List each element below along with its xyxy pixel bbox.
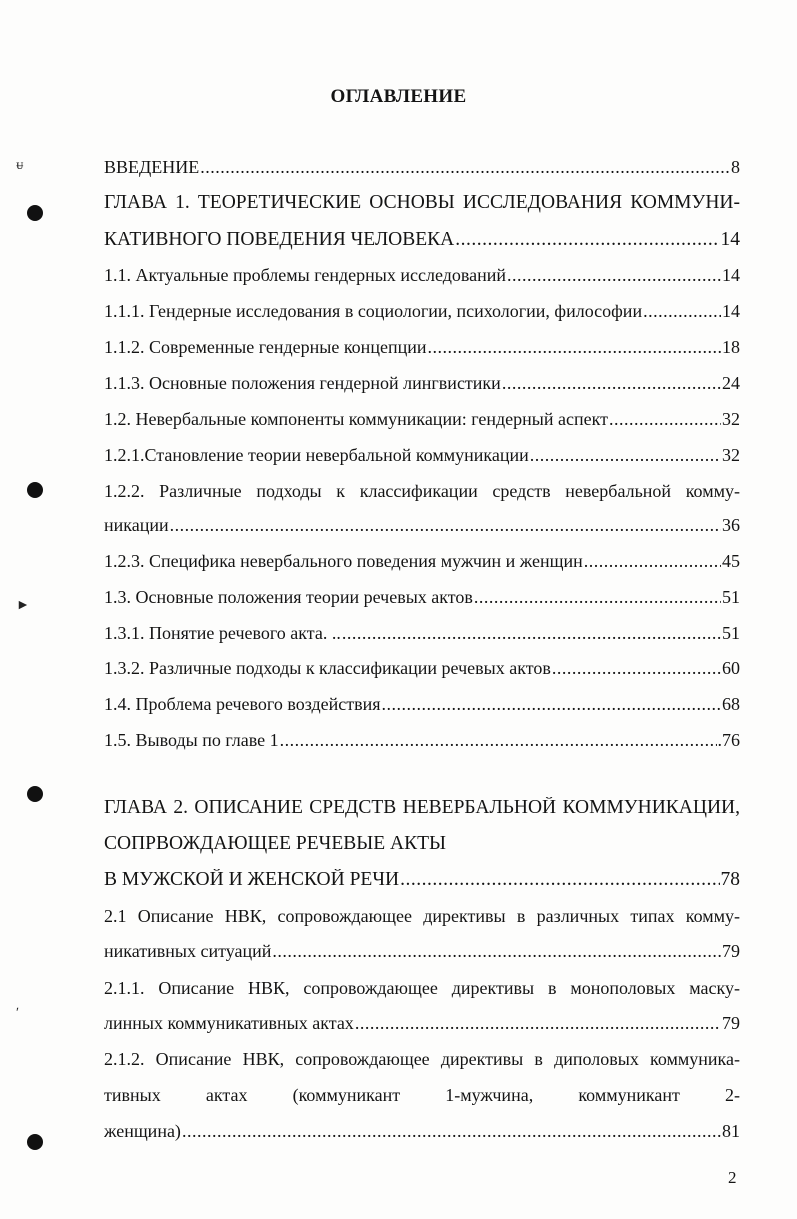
toc-entry-1-1 (104, 264, 740, 286)
toc-entry-1-1-2 (104, 336, 740, 358)
toc-entry-2-1-2-line2: тивных актах (коммуникант 1-мужчина, коммуникант 2- (104, 1085, 740, 1105)
toc-entry-text: 1.1.2. Современные гендерные концепции (104, 337, 427, 357)
toc-entry-1-2-2-line1: 1.2.2. Различные подходы к классификации средств невербальной комму- (104, 481, 740, 501)
toc-entry-page: 14 (720, 229, 740, 250)
toc-entry-page: 68 (722, 694, 740, 714)
scan-mark-icon: ᵾ (16, 158, 24, 173)
toc-entry-text: никативных ситуаций (104, 941, 272, 961)
toc-entry-1-5 (104, 729, 740, 751)
toc-entry-chapter2-line3 (104, 869, 740, 891)
toc-entry-chapter2-line2: СОПРВОЖДАЮЩЕЕ РЕЧЕВЫЕ АКТЫ (104, 833, 447, 854)
toc-entry-2-1-1-line2 (104, 1012, 740, 1034)
toc-entry-chapter1-line1: ГЛАВА 1. ТЕОРЕТИЧЕСКИЕ ОСНОВЫ ИССЛЕДОВАНИЯ КОММУНИ- (104, 192, 740, 213)
toc-entry-page: 32 (722, 445, 740, 465)
toc-entry-page: 51 (722, 623, 740, 643)
toc-entry-2-1-line2 (104, 940, 740, 962)
toc-entry-1-3 (104, 586, 740, 608)
toc-entry-2-1-line1: 2.1 Описание НВК, сопровождающее директивы в различных типах комму- (104, 906, 740, 926)
toc-entry-text: 1.2.3. Специфика невербального поведения мужчин и женщин (104, 551, 583, 571)
toc-entry-text: 1.4. Проблема речевого воздействия (104, 694, 381, 714)
toc-entry-text: 1.3. Основные положения теории речевых актов (104, 587, 473, 607)
toc-entry-2-1-1-line1: 2.1.1. Описание НВК, сопровождающее директивы в монополовых маску- (104, 978, 740, 998)
toc-entry-page: 24 (722, 373, 740, 393)
toc-entry-text: 1.2.1.Становление теории невербальной коммуникации (104, 445, 529, 465)
toc-entry-text: 1.5. Выводы по главе 1 (104, 730, 279, 750)
toc-entry-text: женщина) (104, 1121, 181, 1141)
toc-entry-text: никации (104, 515, 169, 535)
toc-entry-2-1-2-line3 (104, 1120, 740, 1142)
binder-hole-icon (27, 1134, 43, 1150)
toc-entry-1-3-1 (104, 622, 740, 644)
toc-entry-page: 32 (722, 409, 740, 429)
toc-entry-page: 79 (722, 941, 740, 961)
toc-entry-text: 1.3.1. Понятие речевого акта. .. (104, 623, 341, 643)
toc-entry-page: 8 (731, 157, 740, 177)
binder-hole-icon (27, 482, 43, 498)
toc-entry-1-1-3 (104, 372, 740, 394)
toc-entry-page: 51 (722, 587, 740, 607)
toc-entry-1-2-3 (104, 550, 740, 572)
binder-hole-icon (27, 786, 43, 802)
toc-entry-text: В МУЖСКОЙ И ЖЕНСКОЙ РЕЧИ (104, 869, 400, 890)
toc-entry-introduction (104, 156, 740, 178)
toc-entry-1-2-2-line2 (104, 514, 740, 536)
toc-entry-2-1-2-line1: 2.1.2. Описание НВК, сопровождающее директивы в диполовых коммуника- (104, 1049, 740, 1069)
toc-entry-text: линных коммуникативных актах (104, 1013, 354, 1033)
toc-entry-text: КАТИВНОГО ПОВЕДЕНИЯ ЧЕЛОВЕКА (104, 229, 455, 250)
toc-entry-page: 45 (722, 551, 740, 571)
scan-mark-icon: ʹ (16, 1006, 20, 1021)
page-number: 2 (728, 1168, 737, 1187)
toc-entry-1-2 (104, 408, 740, 430)
toc-entry-page: 14 (722, 265, 740, 285)
toc-entry-page: 18 (722, 337, 740, 357)
toc-entry-page: 78 (720, 869, 740, 890)
page-title: ОГЛАВЛЕНИЕ (330, 86, 467, 107)
binder-hole-icon (27, 205, 43, 221)
toc-entry-chapter1-line2 (104, 229, 740, 251)
toc-entry-1-1-1 (104, 300, 740, 322)
toc-entry-1-4 (104, 693, 740, 715)
toc-entry-text: 1.1. Актуальные проблемы гендерных исследований (104, 265, 507, 285)
toc-entry-page: .76 (717, 730, 740, 750)
toc-entry-text: 1.1.1. Гендерные исследования в социологии, психологии, философии (104, 301, 643, 321)
toc-entry-text: 1.3.2. Различные подходы к классификации речевых актов (104, 658, 551, 678)
toc-entry-chapter2-line1: ГЛАВА 2. ОПИСАНИЕ СРЕДСТВ НЕВЕРБАЛЬНОЙ КОММУНИКАЦИИ, (104, 797, 740, 818)
toc-entry-page: 14 (722, 301, 740, 321)
toc-entry-page: 81 (722, 1121, 740, 1141)
toc-entry-1-2-1 (104, 444, 740, 466)
toc-entry-page: 79 (722, 1013, 740, 1033)
scan-mark-icon: ► (16, 598, 30, 613)
toc-entry-page: 60 (722, 658, 740, 678)
toc-entry-text: 1.1.3. Основные положения гендерной лингвистики (104, 373, 501, 393)
toc-entry-page: 36 (722, 515, 740, 535)
toc-entry-text: 1.2. Невербальные компоненты коммуникации: гендерный аспект (104, 409, 608, 429)
toc-entry-text: ВВЕДЕНИЕ (104, 157, 200, 177)
toc-entry-1-3-2 (104, 657, 740, 679)
